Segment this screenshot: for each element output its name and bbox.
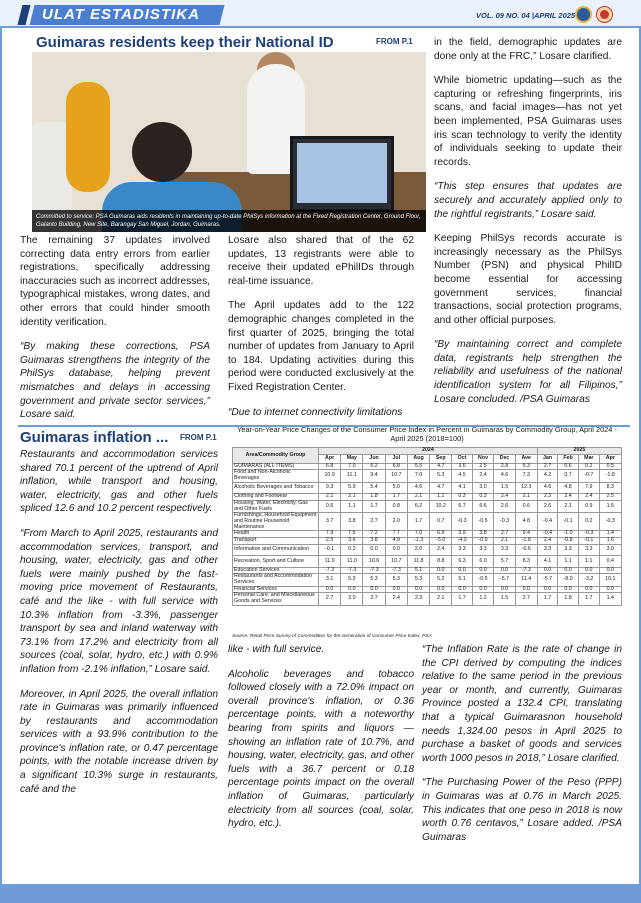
table-cell: 2.4 bbox=[494, 494, 515, 501]
table-cell: 1.7 bbox=[537, 593, 557, 605]
table-cell: 4.2 bbox=[537, 470, 557, 482]
table-cell: -7.3 bbox=[363, 567, 385, 574]
table-cell: 1.5 bbox=[494, 593, 515, 605]
table-cell: -7.3 bbox=[385, 567, 407, 574]
footer-bar bbox=[0, 884, 641, 903]
table-cell: 5.1 bbox=[452, 574, 472, 586]
table-cell: 0.0 bbox=[558, 586, 579, 593]
table-cell: 8.8 bbox=[430, 556, 452, 567]
table-cell: 4.5 bbox=[452, 470, 472, 482]
table-cell: 7.0 bbox=[407, 531, 429, 538]
table-cell: 0.6 bbox=[319, 500, 341, 512]
table-month-header: Oct bbox=[452, 454, 472, 463]
table-cell: 3.3 bbox=[578, 544, 599, 555]
table-cell: 2.4 bbox=[430, 544, 452, 555]
table-cell: 1.5 bbox=[599, 500, 621, 512]
table-cell: 2.0 bbox=[385, 513, 407, 531]
table-cell: 3.8 bbox=[341, 513, 363, 531]
table-cell: 10.7 bbox=[385, 470, 407, 482]
table-cell: 3.8 bbox=[472, 531, 494, 538]
table-cell: 0.0 bbox=[537, 567, 557, 574]
table-cell: 4.9 bbox=[385, 538, 407, 545]
paragraph: Restaurants and accommodation services shared 70.1 percent of the uptrend of April inflation, while transport and housing, water, electricity, gas and other fuels spliced 12.6 and 10.2 percent respectively. bbox=[20, 449, 218, 515]
table-cell: 0.2 bbox=[341, 544, 363, 555]
table-group-header: Area/Commodity Group bbox=[233, 448, 319, 464]
table-row-label: Food and Non-Alcoholic Beverages bbox=[233, 470, 319, 482]
article1-from: FROM P.1 bbox=[376, 37, 413, 46]
table-cell: 2.7 bbox=[319, 593, 341, 605]
table-cell: 0.0 bbox=[537, 586, 557, 593]
paragraph: “By making these corrections, PSA Guimaras strengthens the integrity of the PhilSys database, helping prevent mismatches and delays in accessing government and private sector services,” Losare said. bbox=[20, 341, 210, 421]
table-cell: 2.1 bbox=[430, 593, 452, 605]
table-source: Source: Retail Price Survey of Commodities for the Generation of Consumer Price Index, PSA bbox=[232, 634, 432, 639]
table-month-header: Jun bbox=[363, 454, 385, 463]
table-cell: -0.9 bbox=[472, 538, 494, 545]
table-cell: 1.8 bbox=[558, 593, 579, 605]
table-cell: 3.3 bbox=[452, 544, 472, 555]
table-cell: 5.9 bbox=[341, 482, 363, 493]
table-cell: 0.0 bbox=[494, 586, 515, 593]
table-cell: 6.9 bbox=[430, 531, 452, 538]
table-row-label: Restaurants and Accommodation Services bbox=[233, 574, 319, 586]
table-cell: 0.0 bbox=[452, 567, 472, 574]
table-cell: 9.3 bbox=[319, 482, 341, 493]
table-cell: 2.1 bbox=[341, 494, 363, 501]
article2-column-3 bbox=[422, 643, 622, 855]
paragraph: The April updates add to the 122 demographic changes completed in the first quarter of 2025, bringing the total number of updates from January to April to 184. Updating activities during this period were conducted exclusively at the Fixed Registration Center. bbox=[228, 300, 414, 393]
table-cell: 10.7 bbox=[385, 556, 407, 567]
table-cell: 6.8 bbox=[385, 463, 407, 470]
table-cell: 6.2 bbox=[363, 463, 385, 470]
table-cell: 4.6 bbox=[494, 470, 515, 482]
table-row-label: Financial Services bbox=[233, 586, 319, 593]
table-cell: -0.1 bbox=[578, 538, 599, 545]
table-cell: 3.0 bbox=[472, 482, 494, 493]
table-row-label: Personal Care, and Miscellaneous Goods and Services bbox=[233, 593, 319, 605]
table-cell: 10.2 bbox=[430, 500, 452, 512]
table-cell: 1.1 bbox=[341, 500, 363, 512]
table-cell: -1.8 bbox=[599, 470, 621, 482]
article1-column-2 bbox=[228, 234, 414, 430]
table-cell: 0.0 bbox=[578, 586, 599, 593]
table-cell: 2.5 bbox=[319, 538, 341, 545]
article2-title: Guimaras inflation ... bbox=[20, 429, 169, 446]
table-cell: 11.0 bbox=[341, 556, 363, 567]
table-cell: 5.4 bbox=[363, 482, 385, 493]
table-row-label: Alcoholic Beverages and Tobacco bbox=[233, 482, 319, 493]
psa-logo-icon bbox=[575, 6, 592, 23]
table-cell: -0.7 bbox=[578, 470, 599, 482]
table-cell: 5.0 bbox=[385, 482, 407, 493]
table-cell: 2.5 bbox=[472, 463, 494, 470]
table-cell: 0.0 bbox=[385, 544, 407, 555]
table-cell: 2.7 bbox=[363, 593, 385, 605]
table-cell: 10.9 bbox=[319, 470, 341, 482]
table-cell: 3.3 bbox=[472, 544, 494, 555]
table-cell: 3.3 bbox=[494, 544, 515, 555]
table-cell: -0.3 bbox=[599, 513, 621, 531]
table-cell: 9.4 bbox=[515, 531, 537, 538]
table-cell: 7.0 bbox=[407, 470, 429, 482]
table-cell: -4.0 bbox=[452, 538, 472, 545]
paragraph: like - with full service. bbox=[228, 644, 325, 655]
table-cell: 0.0 bbox=[319, 586, 341, 593]
table-cell: 2.4 bbox=[558, 494, 579, 501]
table-cell: 7.0 bbox=[341, 463, 363, 470]
table-cell: -7.3 bbox=[319, 567, 341, 574]
table-cell: 0.3 bbox=[452, 494, 472, 501]
paragraph: “The Inflation Rate is the rate of change in the CPI derived by computing the indices relative to the same period in the previous year or month, and currently, Guimaras Province posted a 132.4 CPI, translating that a typical Guimarasnon household needs 1,324.00 pesos in April 2025 to purchase a basket of goods and services worth 1000 pesos in 2018,” Losare clarified. bbox=[422, 644, 622, 764]
table-cell: 2.1 bbox=[558, 500, 579, 512]
paragraph: in the field, demographic updates are done only at the FRC,” Losare clarified. bbox=[434, 37, 622, 62]
table-month-header: Aug bbox=[407, 454, 429, 463]
table-cell: 0.2 bbox=[578, 513, 599, 531]
table-row-label: Education Services bbox=[233, 567, 319, 574]
table-cell: 5.2 bbox=[430, 574, 452, 586]
table-cell: 2.0 bbox=[407, 544, 429, 555]
table-cell: 3.0 bbox=[341, 593, 363, 605]
table-row bbox=[233, 544, 622, 555]
table-cell: -0.3 bbox=[452, 513, 472, 531]
table-cell: 7.9 bbox=[578, 482, 599, 493]
table-cell: 5.1 bbox=[407, 567, 429, 574]
table-cell: -0.5 bbox=[472, 574, 494, 586]
table-cell: 0.0 bbox=[472, 567, 494, 574]
table-cell: 0.0 bbox=[452, 586, 472, 593]
table-cell: 8.3 bbox=[515, 556, 537, 567]
table-cell: 6.6 bbox=[472, 500, 494, 512]
table-cell: 7.9 bbox=[319, 531, 341, 538]
table-cell: 0.8 bbox=[385, 500, 407, 512]
table-row-label: Recreation, Sport and Culture bbox=[233, 556, 319, 567]
table-row-label: GUIMARAS (ALL ITEMS) bbox=[233, 463, 319, 470]
table-cell: -5.7 bbox=[494, 574, 515, 586]
table-month-header: Nov bbox=[472, 454, 494, 463]
table-cell: 3.7 bbox=[319, 513, 341, 531]
table-cell: 2.1 bbox=[515, 494, 537, 501]
table-cell: 4.6 bbox=[537, 482, 557, 493]
table-cell: -5.0 bbox=[430, 538, 452, 545]
table-row bbox=[233, 556, 622, 567]
table-cell: -0.8 bbox=[558, 538, 579, 545]
table-row bbox=[233, 513, 622, 531]
table-row bbox=[233, 470, 622, 482]
table-cell: 0.0 bbox=[385, 586, 407, 593]
table-cell: -0.6 bbox=[515, 544, 537, 555]
table-cell: 11.8 bbox=[407, 556, 429, 567]
table-cell: -0.4 bbox=[537, 531, 557, 538]
table-cell: 0.9 bbox=[578, 500, 599, 512]
table-cell: 1.8 bbox=[363, 494, 385, 501]
article2-column-1 bbox=[20, 448, 218, 807]
table-cell: 3.1 bbox=[319, 574, 341, 586]
table-cell: -8.0 bbox=[558, 574, 579, 586]
table-month-header: Feb bbox=[558, 454, 579, 463]
table-cell: 4.6 bbox=[407, 482, 429, 493]
table-month-header: Sep bbox=[430, 454, 452, 463]
table-cell: 1.7 bbox=[578, 593, 599, 605]
table-cell: 4.7 bbox=[430, 482, 452, 493]
table-cell: 3.3 bbox=[558, 544, 579, 555]
table-row bbox=[233, 593, 622, 605]
table-cell: 5.3 bbox=[515, 463, 537, 470]
cpi-table bbox=[232, 447, 622, 606]
table-cell: 0.4 bbox=[599, 556, 621, 567]
table-cell: 6.8 bbox=[319, 463, 341, 470]
table-cell: 2.3 bbox=[407, 593, 429, 605]
table-cell: 7.2 bbox=[363, 531, 385, 538]
table-cell: 7.7 bbox=[385, 531, 407, 538]
table-cell: 0.0 bbox=[599, 586, 621, 593]
table-cell: 0.0 bbox=[430, 567, 452, 574]
table-cell: 7.5 bbox=[341, 531, 363, 538]
table-cell: -0.3 bbox=[494, 513, 515, 531]
table-cell: -0.1 bbox=[558, 513, 579, 531]
table-month-header: Dec bbox=[494, 454, 515, 463]
table-cell: -5.7 bbox=[537, 574, 557, 586]
table-row bbox=[233, 500, 622, 512]
table-cell: 2.8 bbox=[494, 463, 515, 470]
table-cell: 0.0 bbox=[430, 586, 452, 593]
table-cell: -1.8 bbox=[515, 538, 537, 545]
table-cell: 0.0 bbox=[515, 586, 537, 593]
table-cell: 5.3 bbox=[341, 574, 363, 586]
table-cell: 5.5 bbox=[407, 463, 429, 470]
masthead bbox=[0, 0, 641, 28]
table-cell: 0.0 bbox=[363, 544, 385, 555]
table-cell: 3.6 bbox=[341, 538, 363, 545]
table-cell: 1.1 bbox=[558, 556, 579, 567]
table-year-2024: 2024 bbox=[319, 448, 538, 455]
table-month-header: Apr bbox=[319, 454, 341, 463]
table-month-header: Jan bbox=[537, 454, 557, 463]
table-cell: 4.1 bbox=[537, 556, 557, 567]
table-month-header: Apr bbox=[599, 454, 621, 463]
brand-title: ULAT ESTADISTIKA bbox=[42, 6, 200, 23]
table-cell: 11.4 bbox=[515, 574, 537, 586]
table-cell: 1.7 bbox=[363, 500, 385, 512]
paragraph: The remaining 37 updates involved correcting data entry errors from earlier registrations, specifically addressing inaccuracies such as incorrect addresses, typographical mistakes, wrong dates, and other errors that could hinder smooth identity verification. bbox=[20, 235, 210, 328]
table-cell: 1.1 bbox=[578, 556, 599, 567]
table-cell: 0.0 bbox=[599, 567, 621, 574]
table-cell: 5.3 bbox=[407, 574, 429, 586]
issue-volume: VOL. 09 NO. 04 |APRIL 2025 bbox=[476, 11, 576, 20]
table-row bbox=[233, 482, 622, 493]
table-row bbox=[233, 574, 622, 586]
table-cell: 6.3 bbox=[452, 556, 472, 567]
table-cell: 1.5 bbox=[494, 482, 515, 493]
table-row-label: Transport bbox=[233, 538, 319, 545]
table-cell: -1.3 bbox=[407, 538, 429, 545]
table-cell: 5.3 bbox=[363, 574, 385, 586]
table-cell: 2.6 bbox=[537, 500, 557, 512]
table-cell: 8.3 bbox=[599, 482, 621, 493]
paragraph: “From March to April 2025, restaurants and accommodation services, transport, and housing, water, electricity, gas and other fuels were mainly pushed by the fast-moving price movement of Restaurants, café and the like - with full service with 10.3% inflation from -3.3%, passenger transport by sea and inland waterway with 73.1% from 17.2% and electricity from all sources (coal, solar, hydro, etc.) with 0.9% inflation from -2.1% inflation,” Losare said. bbox=[20, 527, 218, 675]
table-cell: -0.1 bbox=[319, 544, 341, 555]
table-cell: 2.7 bbox=[515, 593, 537, 605]
table-cell: 0.0 bbox=[363, 586, 385, 593]
table-row bbox=[233, 538, 622, 545]
table-cell: -0.5 bbox=[472, 513, 494, 531]
table-cell: -7.3 bbox=[515, 567, 537, 574]
table-cell: 3.6 bbox=[452, 463, 472, 470]
table-cell: 2.1 bbox=[407, 494, 429, 501]
paragraph: “The Purchasing Power of the Peso (PPP) in Guimaras was at 0.76 in March 2025. This indicates that one peso in 2018 is now worth 0.76 centavos,” Losare added. /PSA Guimaras bbox=[422, 777, 622, 843]
brand-edge bbox=[18, 5, 31, 25]
table-cell: 0.7 bbox=[430, 513, 452, 531]
table-cell: 0.6 bbox=[558, 463, 579, 470]
table-cell: 1.7 bbox=[385, 494, 407, 501]
table-cell: 1.7 bbox=[407, 513, 429, 531]
table-cell: 0.2 bbox=[578, 463, 599, 470]
table-cell: 4.1 bbox=[452, 482, 472, 493]
table-cell: 9.4 bbox=[363, 470, 385, 482]
table-cell: 5.7 bbox=[494, 556, 515, 567]
table-row-label: Housing, Water, Electricity, Gas and Other Fuels bbox=[233, 500, 319, 512]
table-cell: 5.3 bbox=[430, 470, 452, 482]
paragraph: “This step ensures that updates are securely and accurately applied only to the rightful registrants,” Losare said. bbox=[434, 181, 622, 220]
table-cell: 2.6 bbox=[494, 500, 515, 512]
table-cell: 0.0 bbox=[472, 586, 494, 593]
table-month-header: Ave bbox=[515, 454, 537, 463]
article1-title: Guimaras residents keep their National ID bbox=[36, 34, 334, 51]
article2-from: FROM P.1 bbox=[180, 433, 217, 442]
table-cell: 10.6 bbox=[363, 556, 385, 567]
table-cell: 6.2 bbox=[407, 500, 429, 512]
table-cell: 2.1 bbox=[319, 494, 341, 501]
table-cell: 6.0 bbox=[472, 556, 494, 567]
table-row-label: Clothing and Footwear bbox=[233, 494, 319, 501]
table-cell: 1.6 bbox=[599, 538, 621, 545]
article2-column-2 bbox=[228, 643, 414, 842]
table-cell: 2.4 bbox=[385, 593, 407, 605]
table-cell: 1.2 bbox=[472, 593, 494, 605]
paragraph: Moreover, in April 2025, the overall inflation rate in Guimaras was primarily influenced by restaurants and accommodation services with a 93.9% contribution to the province's inflation rate, or 0.47 percentage points, with the notable increase driven by a significant 10.3% surge in restaurants, café and the bbox=[20, 688, 218, 795]
table-cell: 2.7 bbox=[363, 513, 385, 531]
table-cell: 2.3 bbox=[537, 494, 557, 501]
table-month-header: Jul bbox=[385, 454, 407, 463]
table-cell: 0.0 bbox=[407, 586, 429, 593]
table-cell: 1.4 bbox=[599, 593, 621, 605]
table-cell: 5.3 bbox=[385, 574, 407, 586]
article1-photo bbox=[32, 52, 426, 232]
table-cell: 0.3 bbox=[472, 494, 494, 501]
brand-banner bbox=[30, 5, 225, 25]
table-cell: 4.8 bbox=[515, 513, 537, 531]
table-row-label: Health bbox=[233, 531, 319, 538]
table-cell: 0.0 bbox=[558, 567, 579, 574]
table-cell: 2.1 bbox=[494, 538, 515, 545]
table-cell: 2.5 bbox=[599, 494, 621, 501]
philsys-logo-icon bbox=[596, 6, 613, 23]
table-cell: 11.0 bbox=[319, 556, 341, 567]
table-year-2025: 2025 bbox=[537, 448, 621, 455]
table-row-label: Information and Communication bbox=[233, 544, 319, 555]
table-cell: -0.3 bbox=[578, 531, 599, 538]
table-cell: 6.7 bbox=[452, 500, 472, 512]
table-cell: -0.4 bbox=[537, 513, 557, 531]
table-cell: 1.4 bbox=[599, 531, 621, 538]
table-cell: 1.1 bbox=[430, 494, 452, 501]
table-cell: 2.7 bbox=[537, 463, 557, 470]
table-cell: 7.3 bbox=[515, 470, 537, 482]
table-cell: 0.7 bbox=[558, 470, 579, 482]
table-month-header: May bbox=[341, 454, 363, 463]
table-cell: 2.4 bbox=[578, 494, 599, 501]
table-cell: 0.0 bbox=[578, 567, 599, 574]
table-cell: 2.4 bbox=[472, 470, 494, 482]
table-cell: 3.3 bbox=[537, 544, 557, 555]
paragraph: Keeping PhilSys records accurate is increasingly necessary as the PhilSys Number (PSN) and physical PhilID become essential for accessing government services, financial transactions, social protection programs, and other official purposes. bbox=[434, 233, 622, 326]
table-cell: 2.4 bbox=[537, 538, 557, 545]
table-cell: 4.7 bbox=[430, 463, 452, 470]
table-cell: 0.5 bbox=[599, 463, 621, 470]
table-cell: 0.0 bbox=[341, 586, 363, 593]
paragraph: “Due to internet connectivity limitations bbox=[228, 406, 403, 418]
article1-column-3 bbox=[434, 36, 622, 417]
table-cell: 3.0 bbox=[599, 544, 621, 555]
table-cell: -7.3 bbox=[341, 567, 363, 574]
table-cell: 10.1 bbox=[599, 574, 621, 586]
table-cell: 4.8 bbox=[558, 482, 579, 493]
table-cell: 12.3 bbox=[515, 482, 537, 493]
table-month-header: Mar bbox=[578, 454, 599, 463]
table-cell: 3.9 bbox=[452, 531, 472, 538]
table-cell: 0.0 bbox=[494, 567, 515, 574]
paragraph: Alcoholic beverages and tobacco followed closely with a 72.0% impact on overall province's inflation, or 0.36 percentage points, with a noteworthy bearing from spirits and liquors — showing an inflation rate of 10.7%, and housing, water, electricity, gas, and other fuels with a 36.7 percent or 0.18 percentage points impact on the overall inflation of Guimaras, particularly electricity from all sources (coal, solar, hydro, etc.). bbox=[228, 668, 414, 830]
paragraph: “By maintaining correct and complete data, registrants help strengthen the reliability and usefulness of the national identification system for all Filipinos,” Losare concluded. /PSA Guimaras bbox=[434, 339, 622, 405]
table-cell: 3.8 bbox=[363, 538, 385, 545]
table-cell: 0.6 bbox=[515, 500, 537, 512]
table-body bbox=[233, 463, 622, 605]
article1-column-1 bbox=[20, 234, 210, 433]
table-row-label: Furnishings, Household Equipment and Routine Household Maintenance bbox=[233, 513, 319, 531]
photo-caption: Committed to service: PSA Guimaras aids residents in maintaining up-to-date PhilSys information at the Fixed Registration Center, Ground Floor, Galanto Building, New Site, Barangay San Miguel, Jordan, Guimaras. bbox=[32, 210, 426, 232]
table-cell: 2.7 bbox=[494, 531, 515, 538]
table-cell: -3.2 bbox=[578, 574, 599, 586]
table-title: Year-on-Year Price Changes of the Consumer Price Index in Percent in Guimaras by Commodity Group, April 2024 - April 2025 (2018=100) bbox=[237, 425, 617, 443]
paragraph: While biometric updating—such as the capturing or refreshing fingerprints, iris scans, and facial images—has not yet been implemented, PSA Guimaras uses iris scan technology to verify the identity of individuals seeking to update their records. bbox=[434, 75, 622, 168]
table-cell: 1.7 bbox=[452, 593, 472, 605]
table-cell: 11.1 bbox=[341, 470, 363, 482]
table-cell: -1.0 bbox=[558, 531, 579, 538]
paragraph: Losare also shared that of the 62 updates, 13 registrants were able to receive their updated ePhilIDs through real-time issuance. bbox=[228, 235, 414, 287]
